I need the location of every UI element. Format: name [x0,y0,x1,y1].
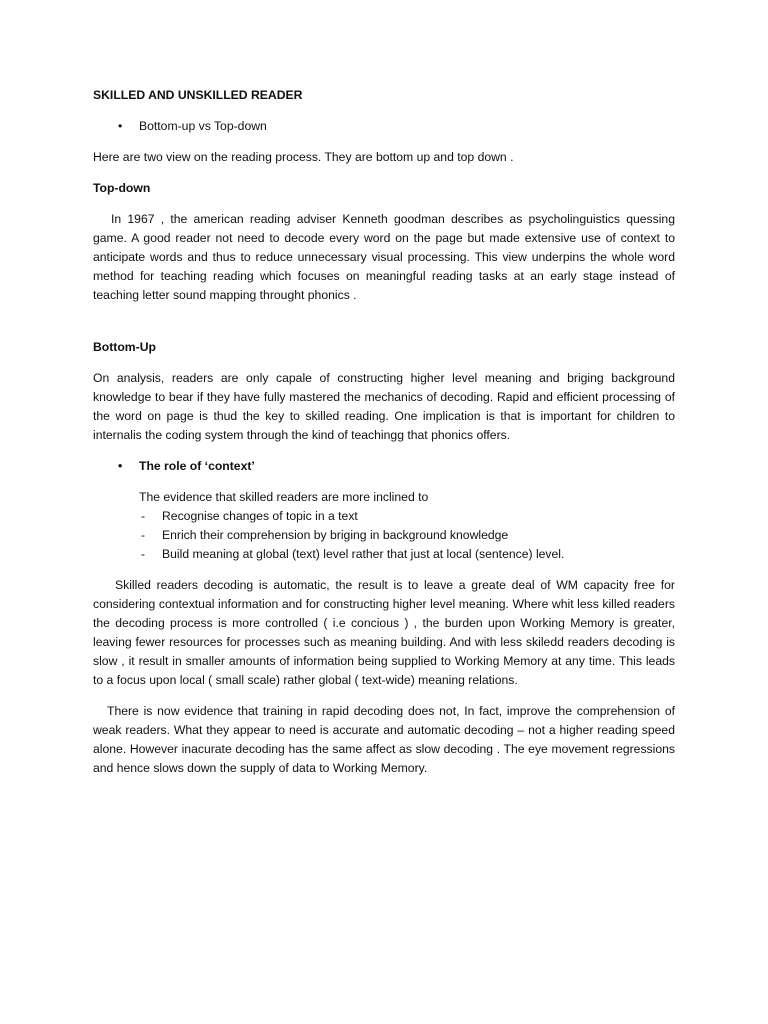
bullet-icon: • [118,119,123,133]
bullet-item-role-of-context [93,457,675,476]
intro-paragraph: Here are two view on the reading process. They are bottom up and top down . [93,150,514,164]
bullet-item-bottom-up-vs-top-down [93,117,675,136]
top-down-paragraph: In 1967 , the american reading adviser Kenneth goodman describes as psycholinguistics quessing game. A good reader not need to decode every word on the page but made extensive use of context to anticipate words and thus to reduce unnecessary visual processing. This view underpins the whole word method for teaching reading which focuses on meaningful reading tasks at an early stage instead of teaching letter sound mapping throught phonics . [93,212,675,302]
document-page [93,86,675,778]
evidence-item-text: Recognise changes of topic in a text [162,509,358,523]
evidence-list-item [93,507,675,526]
heading-bottom-up: Bottom-Up [93,340,156,354]
evidence-paragraph: There is now evidence that training in rapid decoding does not, In fact, improve the comprehension of weak readers. What they appear to need is accurate and automatic decoding – not a higher reading speed alone. However inacurate decoding has the same affect as slow decoding . The eye movement regressions and hence slows down the supply of data to Working Memory. [93,704,675,775]
dash-icon: - [141,528,146,542]
evidence-lead: The evidence that skilled readers are more inclined to [139,490,429,504]
bullet-icon: • [118,459,123,473]
evidence-list-item [93,545,675,564]
heading-top-down: Top-down [93,181,151,195]
bullet-text: Bottom-up vs Top-down [139,119,267,133]
dash-icon: - [141,509,146,523]
evidence-item-text: Build meaning at global (text) level rather that just at local (sentence) level. [162,547,565,561]
evidence-item-text: Enrich their comprehension by briging in background knowledge [162,528,509,542]
evidence-list-item [93,526,675,545]
document-title: SKILLED AND UNSKILLED READER [93,88,303,102]
bottom-up-paragraph: On analysis, readers are only capale of constructing higher level meaning and briging background knowledge to bear if they have fully mastered the mechanics of decoding. Rapid and efficient processing of the word on page is thud the key to skilled reading. One implication is that is important for children to internalis the coding system through the kind of teachingg that phonics offers. [93,371,675,442]
bullet-text: The role of ‘context’ [139,459,255,473]
skilled-readers-paragraph: Skilled readers decoding is automatic, the result is to leave a greate deal of WM capacity free for considering contextual information and for constructing higher level meaning. Where whit less killed readers the decoding process is more controlled ( i.e concious ) , the burden upon Working Memory is greater, leaving fewer resources for processes such as meaning building. And with less skiledd readers decoding is slow , it result in smaller amounts of information being supplied to Working Memory at any time. This leads to a focus upon local ( small scale) rather global ( text-wide) meaning relations. [93,578,675,687]
dash-icon: - [141,547,146,561]
